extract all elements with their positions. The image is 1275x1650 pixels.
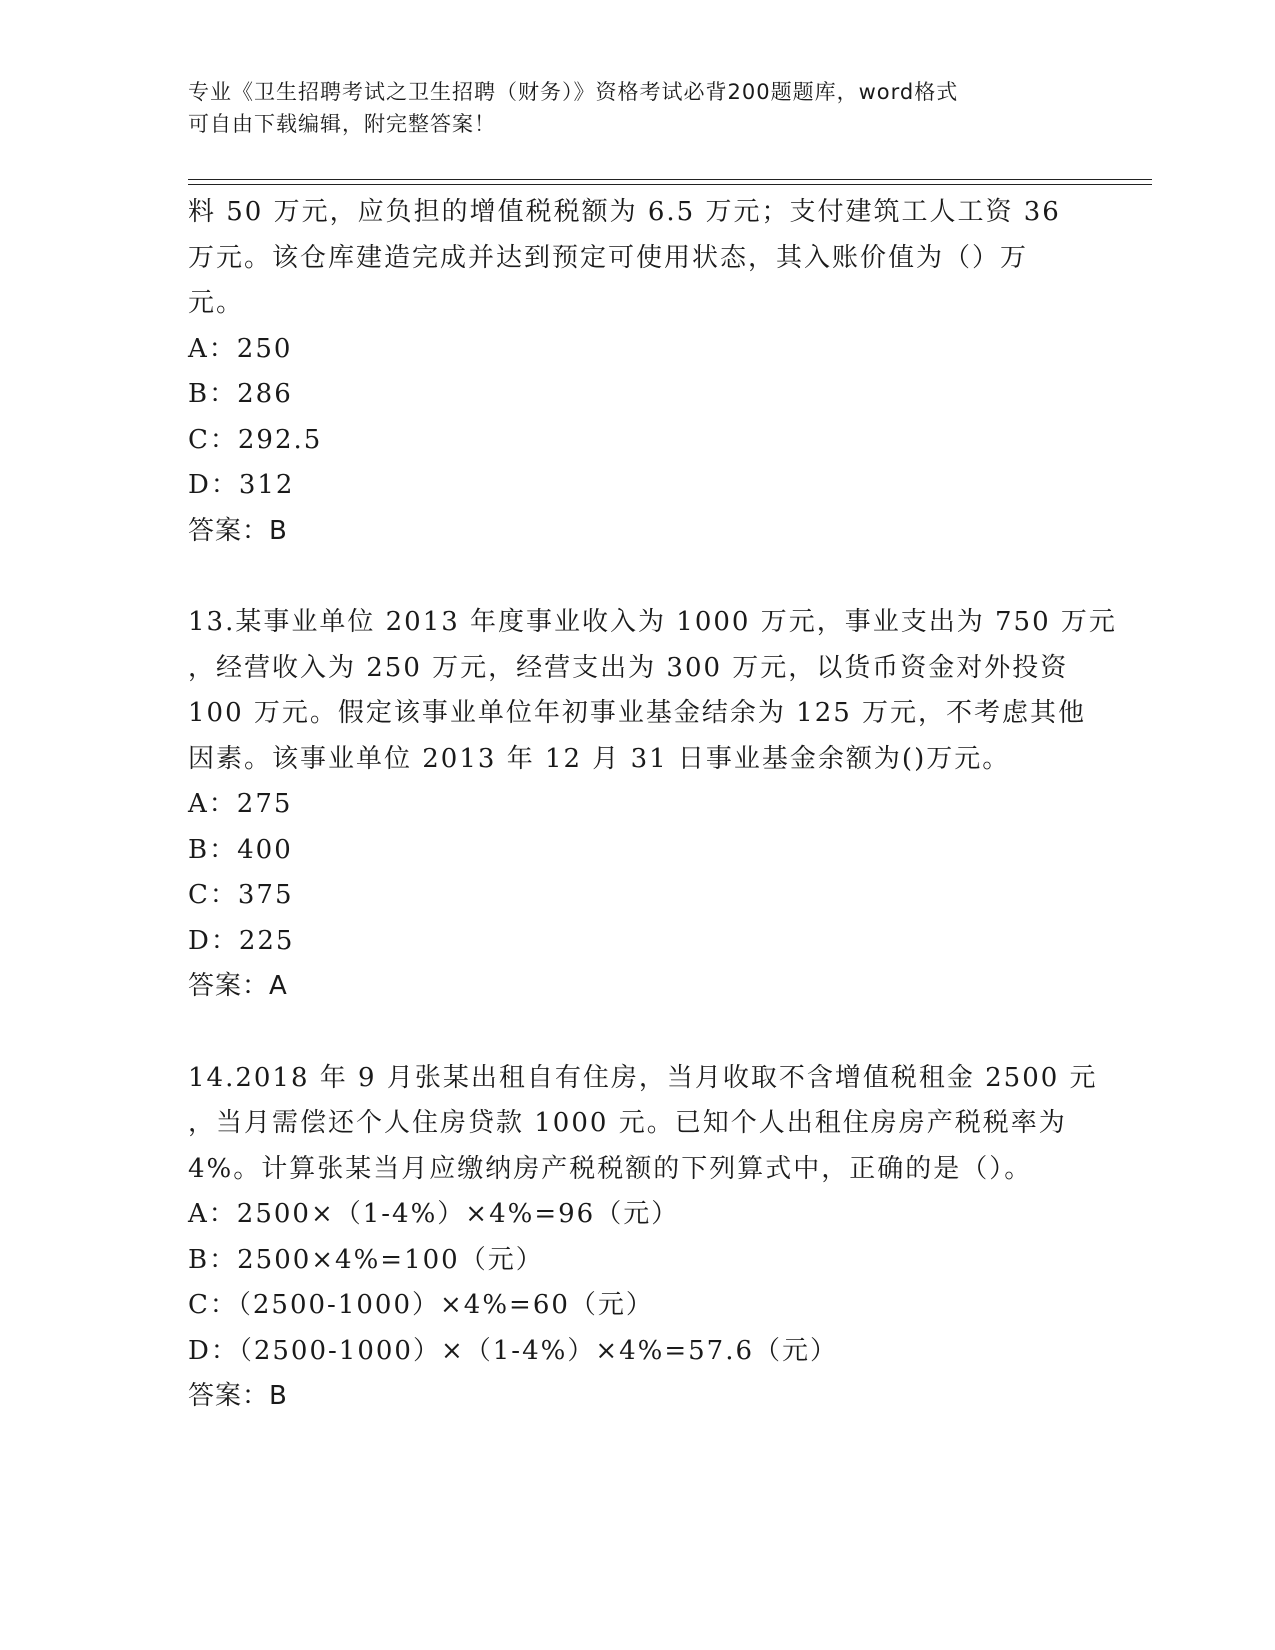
option-b: B：286 xyxy=(188,379,293,409)
answer-line: 答案：B xyxy=(188,515,288,546)
question-stem-line: ，当月需偿还个人住房贷款 1000 元。已知个人出租住房房产税税率为 xyxy=(188,1108,1067,1138)
option-d: D：312 xyxy=(188,470,295,500)
spacer xyxy=(188,1010,1088,1056)
answer-line: 答案：B xyxy=(188,1381,288,1411)
header-rule-bottom xyxy=(188,184,1152,185)
header-rule-top xyxy=(188,179,1152,180)
question-block xyxy=(188,1056,1098,1420)
question-list xyxy=(188,190,1117,1420)
header-line-1: 专业《卫生招聘考试之卫生招聘（财务）》资格考试必背200题题库，word格式 xyxy=(188,80,959,104)
option-a: A：2500×（1-4%）×4%=96（元） xyxy=(188,1199,680,1229)
option-b: B：400 xyxy=(188,834,293,865)
option-a: A：275 xyxy=(188,789,293,819)
spacer xyxy=(188,554,1088,600)
document-header xyxy=(188,76,1088,140)
question-stem-line: 100 万元。假定该事业单位年初事业基金结余为 125 万元，不考虑其他 xyxy=(188,698,1087,728)
option-c: C：（2500-1000）×4%=60（元） xyxy=(188,1290,654,1320)
answer-line: 答案：A xyxy=(188,971,288,1001)
question-block xyxy=(188,190,1088,554)
option-d: D：（2500-1000）×（1-4%）×4%=57.6（元） xyxy=(188,1335,839,1366)
question-stem-line: 13.某事业单位 2013 年度事业收入为 1000 万元，事业支出为 750 万元 xyxy=(188,607,1117,637)
option-a: A：250 xyxy=(188,333,293,364)
question-stem-line: 因素。该事业单位 2013 年 12 月 31 日事业基金余额为()万元。 xyxy=(188,743,1011,774)
question-block xyxy=(188,600,1117,1010)
question-stem-line: 料 50 万元，应负担的增值税税额为 6.5 万元；支付建筑工人工资 36 xyxy=(188,197,1061,227)
question-stem-line: 14.2018 年 9 月张某出租自有住房，当月收取不含增值税租金 2500 元 xyxy=(188,1062,1098,1093)
question-stem-line: 元。 xyxy=(188,288,245,318)
question-stem-line: 4%。计算张某当月应缴纳房产税税额的下列算式中，正确的是（）。 xyxy=(188,1153,1033,1184)
header-line-2: 可自由下载编辑，附完整答案！ xyxy=(188,112,496,136)
option-c: C：375 xyxy=(188,880,294,910)
option-d: D：225 xyxy=(188,925,295,956)
option-c: C：292.5 xyxy=(188,424,323,455)
question-stem-line: 万元。该仓库建造完成并达到预定可使用状态，其入账价值为（）万 xyxy=(188,242,1029,273)
option-b: B：2500×4%=100（元） xyxy=(188,1244,544,1275)
question-stem-line: ，经营收入为 250 万元，经营支出为 300 万元，以货币资金对外投资 xyxy=(188,652,1069,683)
